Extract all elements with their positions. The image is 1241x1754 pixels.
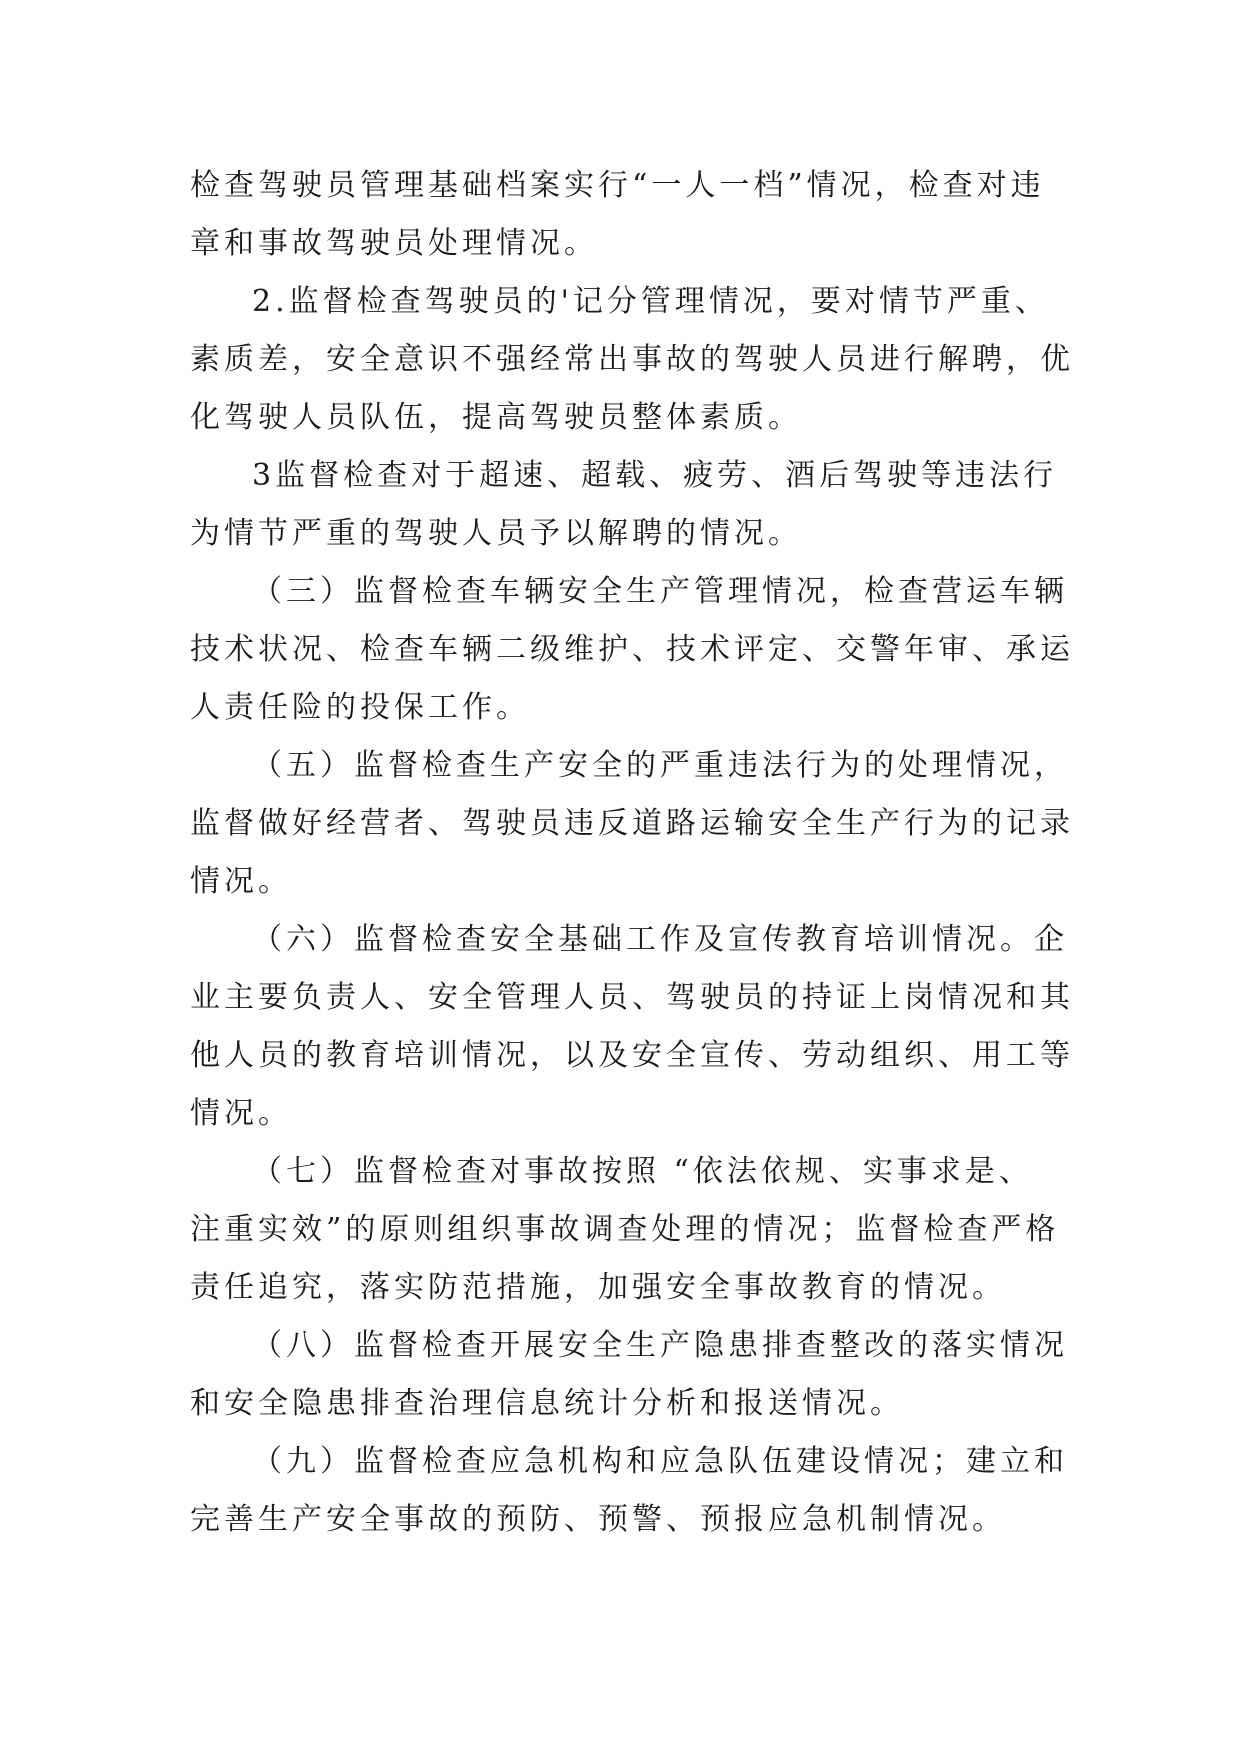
text-line: 和安全隐患排查治理信息统计分析和报送情况。 (190, 1386, 904, 1421)
text-line: 章和事故驾驶员处理情况。 (190, 226, 598, 261)
text-line: 检查驾驶员管理基础档案实行“一人一档”情况，检查对违 (190, 168, 1045, 203)
text-line: 2.监督检查驾驶员的'记分管理情况，要对情节严重、 (252, 284, 1049, 319)
text-line: 3监督检查对于超速、超载、疲劳、酒后驾驶等违法行 (252, 458, 1058, 493)
text-line: 注重实效”的原则组织事故调查处理的情况；监督检查严格 (190, 1212, 1060, 1247)
text-line: （六）监督检查安全基础工作及宣传教育培训情况。企 (252, 922, 1068, 957)
text-line: 他人员的教育培训情况，以及安全宣传、劳动组织、用工等 (190, 1038, 1074, 1073)
text-line: （九）监督检查应急机构和应急队伍建设情况；建立和 (252, 1444, 1068, 1479)
text-line: 责任追究，落实防范措施，加强安全事故教育的情况。 (190, 1270, 1006, 1305)
text-line: （八）监督检查开展安全生产隐患排查整改的落实情况 (252, 1328, 1068, 1363)
text-line: （七）监督检查对事故按照 “依法依规、实事求是、 (252, 1154, 1033, 1189)
text-line: 业主要负责人、安全管理人员、驾驶员的持证上岗情况和其 (190, 980, 1074, 1015)
text-line: 素质差，安全意识不强经常出事故的驾驶人员进行解聘，优 (190, 342, 1074, 377)
text-line: 情况。 (190, 1096, 292, 1131)
text-line: 为情节严重的驾驶人员予以解聘的情况。 (190, 516, 802, 551)
text-line: 监督做好经营者、驾驶员违反道路运输安全生产行为的记录 (190, 806, 1074, 841)
text-line: 化驾驶人员队伍，提高驾驶员整体素质。 (190, 400, 802, 435)
text-line: 技术状况、检查车辆二级维护、技术评定、交警年审、承运 (190, 632, 1074, 667)
text-line: 人责任险的投保工作。 (190, 690, 530, 725)
text-line: 完善生产安全事故的预防、预警、预报应急机制情况。 (190, 1502, 1006, 1537)
text-line: （三）监督检查车辆安全生产管理情况，检查营运车辆 (252, 574, 1068, 609)
text-line: （五）监督检查生产安全的严重违法行为的处理情况， (252, 748, 1068, 783)
text-line: 情况。 (190, 864, 292, 899)
